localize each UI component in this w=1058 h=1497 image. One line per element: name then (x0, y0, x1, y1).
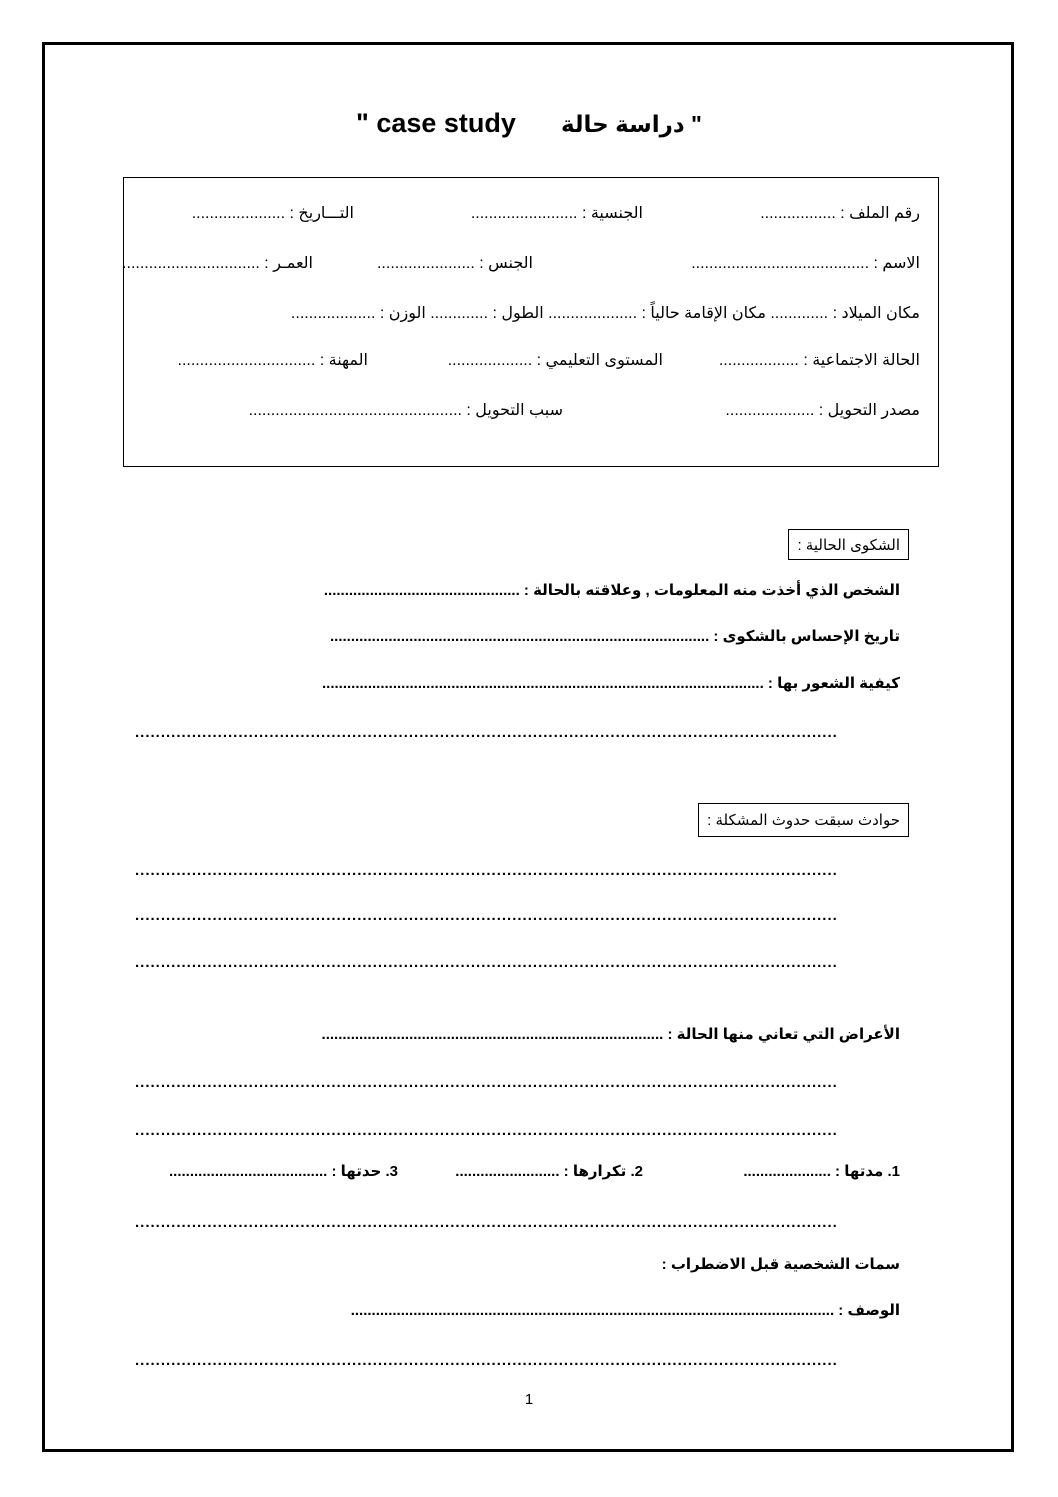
symptom-duration-field: 1. مدتها : ..................... (743, 1163, 900, 1180)
file-number-field: رقم الملف : ................. (760, 205, 920, 222)
blank-line: ........................................................................................................................................ (135, 1122, 838, 1139)
personality-traits-heading: سمات الشخصية قبل الاضطراب : (661, 1256, 900, 1273)
date-field: التـــاريخ : ..................... (191, 205, 354, 222)
feeling-description-field: كيفية الشعور بها : .......................................................................................................... (322, 675, 900, 692)
symptom-frequency-field: 2. تكرارها : ......................... (455, 1163, 643, 1180)
education-level-field: المستوى التعليمي : ................... (447, 352, 663, 369)
referral-reason-field: سبب التحويل : ................................................ (248, 402, 563, 419)
blank-line: ........................................................................................................................................ (135, 862, 838, 879)
blank-line: ........................................................................................................................................ (135, 1352, 838, 1369)
referral-source-field: مصدر التحويل : .................... (725, 402, 920, 419)
title-english: " case study (356, 108, 516, 138)
blank-line: ........................................................................................................................................ (135, 1074, 838, 1091)
complaint-onset-field: تاريخ الإحساس بالشكوى : ........................................................................................... (330, 628, 900, 645)
blank-line: ........................................................................................................................................ (135, 907, 838, 924)
blank-line: ........................................................................................................................................ (135, 1214, 838, 1231)
nationality-field: الجنسية : ........................ (470, 205, 643, 222)
page-title (0, 108, 1058, 139)
marital-status-field: الحالة الاجتماعية : .................. (718, 352, 920, 369)
age-field: العمـر : ............................... (122, 255, 313, 272)
informant-field: الشخص الذي أخذت منه المعلومات , وعلاقته بالحالة : ............................................... (323, 582, 900, 599)
gender-field: الجنس : ...................... (376, 255, 533, 272)
blank-line: ........................................................................................................................................ (135, 724, 838, 741)
symptoms-field: الأعراض التي تعاني منها الحالة : .................................................................................. (321, 1026, 900, 1043)
birth-residence-height-weight-field: مكان الميلاد : ............. مكان الإقامة حالياً : .................... الطول : ............. الوزن : ................... (290, 305, 920, 322)
current-complaint-heading: الشكوى الحالية : (788, 529, 909, 560)
symptom-severity-field: 3. حدتها : ...................................... (168, 1163, 398, 1180)
description-field: الوصف : .................................................................................................................... (350, 1302, 900, 1319)
name-field: الاسم : ........................................ (691, 255, 920, 272)
blank-line: ........................................................................................................................................ (135, 954, 838, 971)
occupation-field: المهنة : ............................... (177, 352, 368, 369)
page-number: 1 (524, 1391, 534, 1408)
title-arabic: دراسة حالة " (560, 111, 702, 137)
preceding-events-heading: حوادث سبقت حدوث المشكلة : (698, 803, 909, 837)
